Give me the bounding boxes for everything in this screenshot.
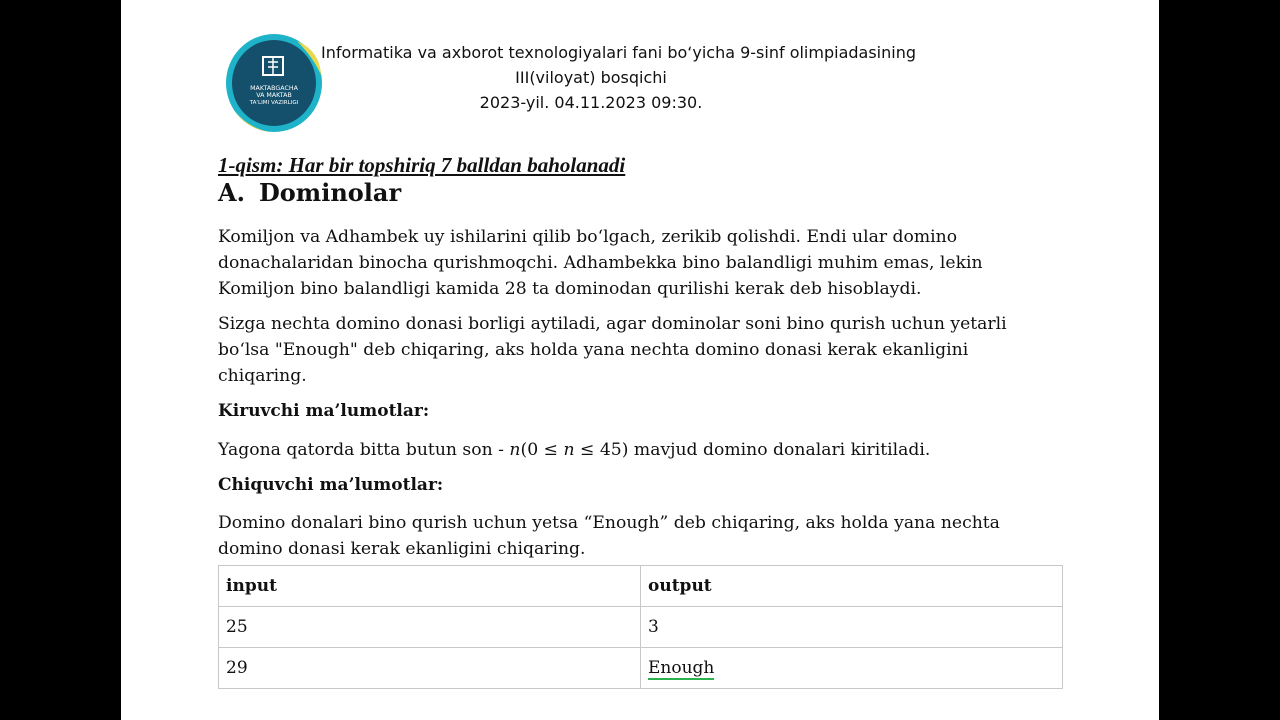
- table-cell: 29: [219, 648, 641, 689]
- input-description: Yagona qatorda bitta butun son - n(0 ≤ n ≤ 45) mavjud domino donalari kiritiladi.: [218, 440, 931, 460]
- column-header-output: output: [641, 566, 1063, 607]
- output-heading: Chiquvchi ma’lumotlar:: [218, 475, 444, 495]
- input-heading: Kiruvchi ma’lumotlar:: [218, 401, 430, 421]
- logo-text-1: MAKTABGACHA: [250, 85, 298, 92]
- header-line-1: Informatika va axborot texnologiyalari fani bo‘yicha 9-sinf olimpiadasining: [321, 43, 916, 62]
- column-header-input: input: [219, 566, 641, 607]
- var-n: n: [563, 440, 575, 460]
- table-cell: 3: [641, 607, 1063, 648]
- part-heading: 1-qism: Har bir topshiriq 7 balldan baholanadi: [218, 153, 626, 177]
- table-row: [219, 607, 1063, 648]
- header-line-3: 2023-yil. 04.11.2023 09:30.: [479, 93, 703, 112]
- logo-text-3: TA'LIMI VAZIRLIGI: [249, 100, 299, 106]
- document-page: [121, 0, 1159, 720]
- table-header-row: [219, 566, 1063, 607]
- problem-name: Dominolar: [258, 178, 402, 207]
- statement-paragraph-2: Sizga nechta domino donasi borligi aytiladi, agar dominolar soni bino qurish uchun yetarli bo‘lsa "Enough" deb chiqaring, aks holda yana nechta domino donasi kerak ekanligini chiqaring.: [218, 314, 1007, 386]
- ministry-logo: [225, 33, 323, 133]
- table-row: [219, 648, 1063, 689]
- output-description: Domino donalari bino qurish uchun yetsa “Enough” deb chiqaring, aks holda yana nechta domino donasi kerak ekanligini chiqaring.: [218, 513, 1000, 559]
- table-cell: 25: [219, 607, 641, 648]
- problem-letter: A.: [218, 178, 245, 207]
- enough-output: Enough: [648, 658, 715, 678]
- var-n: n: [509, 440, 521, 460]
- table-cell: [641, 648, 1063, 689]
- logo-text-2: VA MAKTAB: [256, 92, 292, 99]
- statement-paragraph-1: Komiljon va Adhambek uy ishilarini qilib bo‘lgach, zerikib qolishdi. Endi ular domino donachalaridan binocha qurishmoqchi. Adhambekka bino balandligi muhim emas, lekin Komiljon bino balandligi kamida 28 ta dominodan qurilishi kerak deb hisoblaydi.: [218, 227, 983, 299]
- header-line-2: III(viloyat) bosqichi: [515, 68, 667, 87]
- examples-table: [218, 565, 1063, 689]
- problem-title: [218, 178, 401, 207]
